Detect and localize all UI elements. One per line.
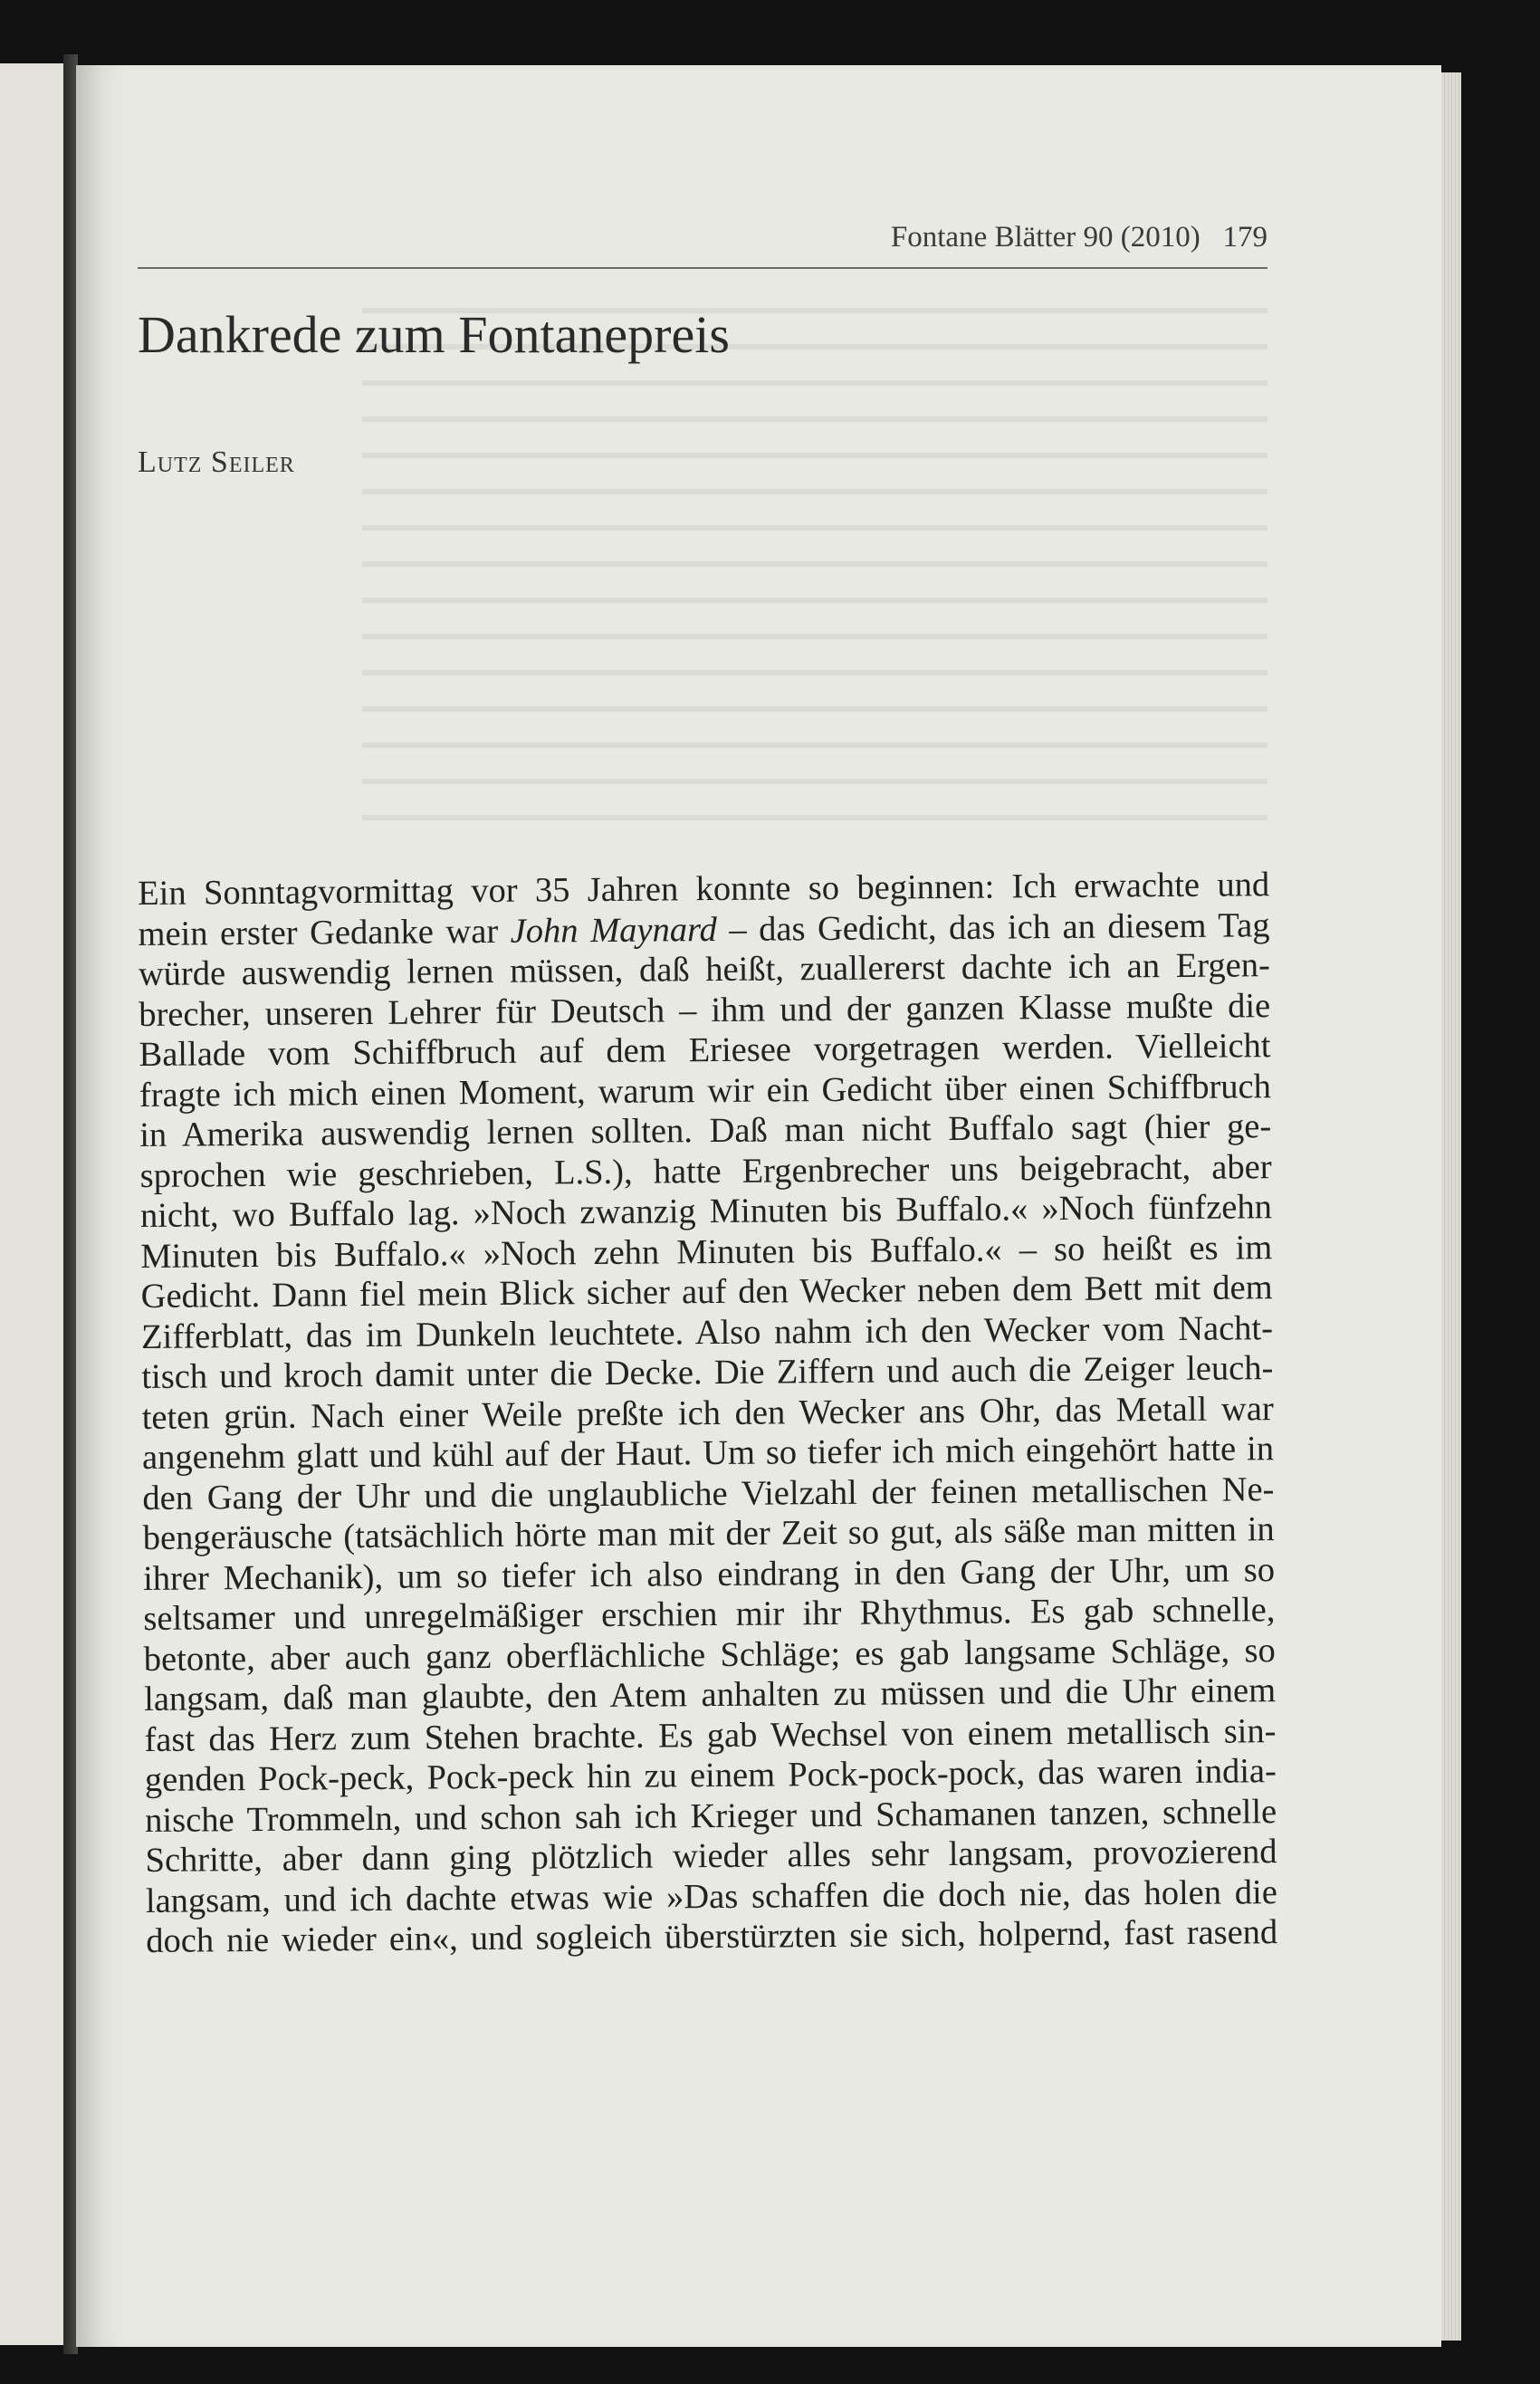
body-line: bengeräusche (tatsächlich hörte man mit der Zeit so gut, als säße man mitten in [142,1510,1275,1557]
body-line: nicht, wo Buffalo lag. »Noch zwanzig Minuten bis Buffalo.« »Noch fünfzehn [139,1188,1273,1235]
body-line: Ballade vom Schiffbruch auf dem Eriesee vorgetragen werden. Vielleicht [139,1027,1271,1074]
author-name: Lutz Seiler [138,445,295,479]
body-line: nische Trommeln, und schon sah ich Krieger und Schamanen tanzen, schnelle [145,1792,1277,1840]
body-line: fragte ich mich einen Moment, warum wir ein Gedicht über einen Schiffbruch [139,1067,1272,1115]
body-paragraph [138,865,1277,1961]
body-line: tisch und kroch damit unter die Decke. Die Ziffern und auch die Zeiger leuch- [141,1349,1274,1396]
body-line: seltsamer und unregelmäßiger erschien mir ihr Rhythmus. Es gab schnelle, [143,1591,1276,1638]
body-line: brecher, unseren Lehrer für Deutsch – ihm und der ganzen Klasse mußte die [139,986,1271,1034]
body-line: sprochen wie geschrieben, L.S.), hatte Ergenbrecher uns beigebracht, aber [139,1147,1272,1195]
body-line: doch nie wieder ein«, und sogleich überstürzten sie sich, holpernd, fast rasend [146,1913,1278,1960]
body-line: betonte, aber auch ganz oberflächliche Schläge; es gab langsame Schläge, so [143,1631,1276,1679]
body-line: angenehm glatt und kühl auf der Haut. Um so tiefer ich mich eingehört hatte in [141,1430,1275,1477]
italic-title: John Maynard [510,910,717,951]
body-line: würde auswendig lernen müssen, daß heißt, zuallererst dachte ich an Ergen- [138,946,1270,993]
body-line: den Gang der Uhr und die unglaubliche Vielzahl der feinen metallischen Ne- [142,1470,1275,1518]
body-line: teten grün. Nach einer Weile preßte ich den Wecker ans Ohr, das Metall war [141,1389,1274,1437]
body-line: Minuten bis Buffalo.« »Noch zehn Minuten bis Buffalo.« – so heißt es im [140,1228,1273,1276]
body-line: fast das Herz zum Stehen brachte. Es gab Wechsel von einem metallisch sin- [144,1711,1277,1759]
body-line: ihrer Mechanik), um so tiefer ich also eindrang in den Gang der Uhr, um so [142,1550,1276,1598]
body-line: Ein Sonntagvormittag vor 35 Jahren konnte so beginnen: Ich erwachte und [138,866,1270,913]
body-line: mein erster Gedanke war John Maynard – das Gedicht, das ich an diesem Tag [138,905,1270,953]
running-head: Fontane Blätter 90 (2010) 179 [138,221,1267,269]
body-line: langsam, und ich dachte etwas wie »Das schaffen die doch nie, das holen die [145,1872,1278,1920]
body-line: Zifferblatt, das im Dunkeln leuchtete. Also nahm ich den Wecker vom Nacht- [140,1308,1274,1356]
body-line: Schritte, aber dann ging plötzlich wieder alles sehr langsam, provozierend [145,1833,1277,1880]
article-title: Dankrede zum Fontanepreis [138,305,730,364]
body-line: genden Pock-peck, Pock-peck hin zu einem Pock-pock-pock, das waren india- [144,1752,1277,1799]
previous-page-edge [0,63,63,2345]
body-line: in Amerika auswendig lernen sollten. Daß man nicht Buffalo sagt (hier ge- [139,1107,1272,1154]
body-line: Gedicht. Dann fiel mein Blick sicher auf den Wecker neben dem Bett mit dem [140,1269,1273,1316]
body-line: langsam, daß man glaubte, den Atem anhalten zu müssen und die Uhr einem [143,1671,1277,1719]
page-stack-edge [1441,72,1461,2341]
